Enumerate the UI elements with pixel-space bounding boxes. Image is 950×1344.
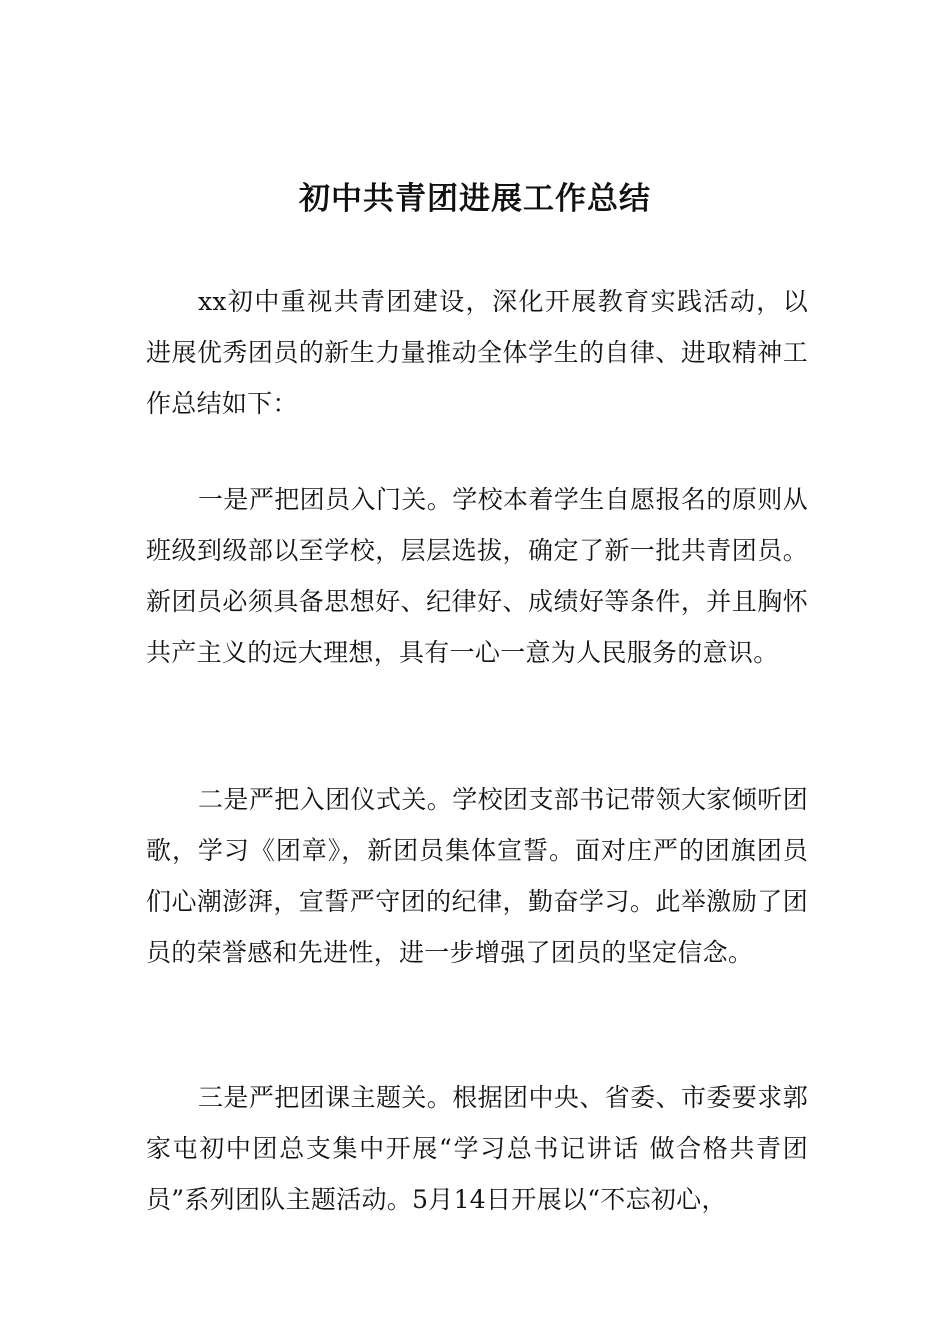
paragraph-lecture-theme: 三是严把团课主题关。根据团中央、省委、市委要求郭家屯初中团总支集中开展“学习总书记讲话 做合格共青团员”系列团队主题活动。5月14日开展以“不忘初心， — [146, 1083, 808, 1214]
document-title: 初中共青团进展工作总结 — [299, 181, 651, 217]
paragraph-membership-admission: 一是严把团员入门关。学校本着学生自愿报名的原则从班级到级部以至学校，层层选拔，确定了新一批共青团员。新团员必须具备思想好、纪律好、成绩好等条件，并且胸怀共产主义的远大理想，具有一心一意为人民服务的意识。 — [146, 485, 808, 667]
paragraph-intro: xx初中重视共青团建设，深化开展教育实践活动，以进展优秀团员的新生力量推动全体学生的自律、进取精神工作总结如下： — [146, 287, 808, 418]
paragraph-admission-ceremony: 二是严把入团仪式关。学校团支部书记带领大家倾听团歌，学习《团章》，新团员集体宣誓。面对庄严的团旗团员们心潮澎湃，宣誓严守团的纪律，勤奋学习。此举激励了团员的荣誉感和先进性，进一步增强了团员的坚定信念。 — [146, 785, 808, 967]
